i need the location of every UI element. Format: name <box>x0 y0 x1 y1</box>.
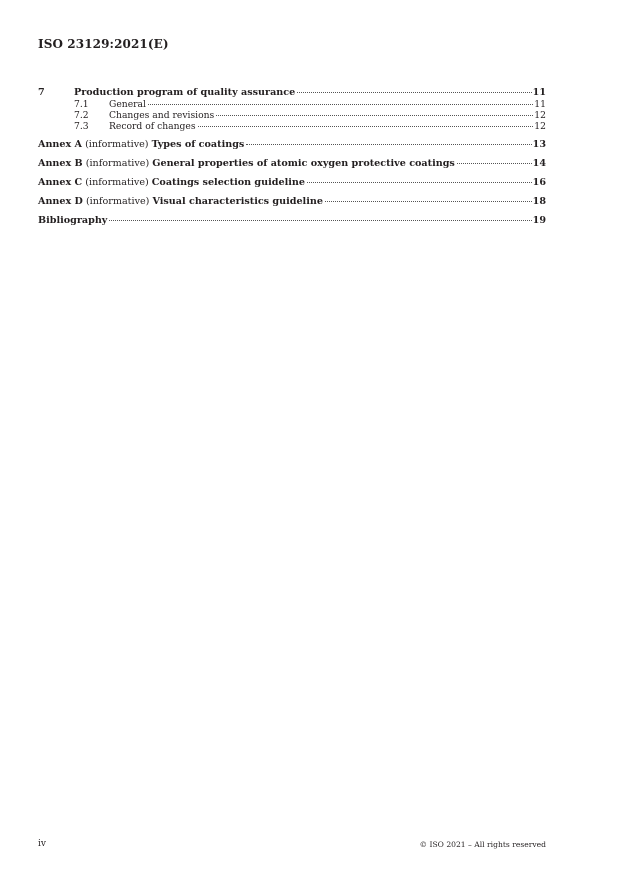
toc-annex-type: (informative) <box>82 196 153 207</box>
toc-entry-annex-c[interactable] <box>38 177 546 189</box>
toc-section-title: Production program of quality assurance <box>74 87 296 98</box>
toc-leader-dots <box>297 92 531 93</box>
toc-annex-label: Annex C <box>38 177 83 188</box>
toc-leader-dots <box>246 144 531 145</box>
toc-page-number: 11 <box>534 99 546 110</box>
toc-entry-annex-b[interactable] <box>38 158 546 170</box>
toc-entry-annex-d[interactable] <box>38 196 546 208</box>
toc-entry-annex-a[interactable] <box>38 139 546 151</box>
toc-leader-dots <box>198 126 534 127</box>
toc-entry-section-7[interactable] <box>38 87 546 99</box>
toc-subsection-title: Record of changes <box>109 121 196 132</box>
toc-page-number: 18 <box>532 196 546 207</box>
toc-page-number: 12 <box>534 121 546 132</box>
toc-page-number: 19 <box>532 215 546 226</box>
toc-entry-bibliography[interactable] <box>38 215 546 227</box>
toc-page-number: 13 <box>532 139 546 150</box>
toc-subsection-number: 7.2 <box>74 110 89 121</box>
toc-section-number: 7 <box>38 87 45 98</box>
toc-annex-label: Annex A <box>38 139 83 150</box>
toc-subsection-title: Changes and revisions <box>109 110 215 121</box>
toc-annex-title: Types of coatings <box>151 139 245 150</box>
toc-annex-label: Annex B <box>38 158 83 169</box>
toc-bibliography-title: Bibliography <box>38 215 108 226</box>
toc-leader-dots <box>109 220 531 221</box>
toc-annex-type: (informative) <box>82 177 152 188</box>
toc-subsection-number: 7.3 <box>74 121 89 132</box>
toc-annex-type: (informative) <box>82 139 152 150</box>
table-of-contents <box>38 87 546 227</box>
toc-leader-dots <box>216 115 533 116</box>
toc-annex-title: General properties of atomic oxygen protective coatings <box>152 158 455 169</box>
toc-leader-dots <box>457 163 532 164</box>
toc-subsection-number: 7.1 <box>74 99 89 110</box>
toc-entry-7-3[interactable] <box>38 121 546 132</box>
toc-annex-type: (informative) <box>82 158 153 169</box>
toc-entry-7-2[interactable] <box>38 110 546 121</box>
toc-page-number: 11 <box>532 87 546 98</box>
toc-annex-label: Annex D <box>38 196 83 207</box>
toc-annex-title: Coatings selection guideline <box>151 177 305 188</box>
toc-leader-dots <box>325 201 532 202</box>
document-id: ISO 23129:2021(E) <box>38 37 169 51</box>
footer-page-number: iv <box>38 839 46 849</box>
toc-page-number: 14 <box>532 158 546 169</box>
toc-entry-7-1[interactable] <box>38 99 546 110</box>
toc-annex-title: Visual characteristics guideline <box>152 196 323 207</box>
toc-subsection-title: General <box>109 99 146 110</box>
toc-page-number: 16 <box>532 177 546 188</box>
toc-page-number: 12 <box>534 110 546 121</box>
footer-copyright: © ISO 2021 – All rights reserved <box>419 840 546 849</box>
toc-leader-dots <box>307 182 532 183</box>
toc-leader-dots <box>148 104 533 105</box>
